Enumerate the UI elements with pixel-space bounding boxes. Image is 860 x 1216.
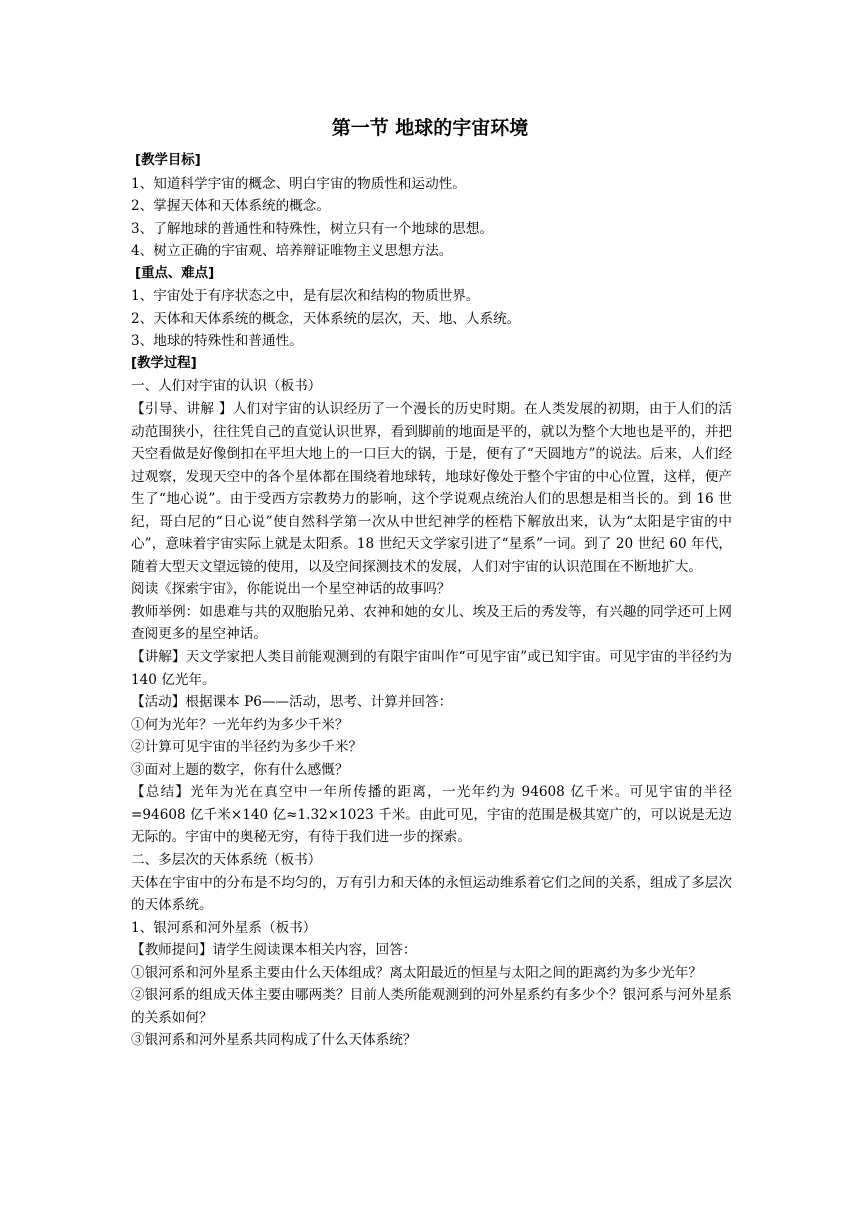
paragraph: 阅读《探索宇宙》，你能说出一个星空神话的故事吗？ — [131, 581, 451, 598]
paragraph: 【讲解】天文学家把人类目前能观测到的有限宇宙叫作“可见宇宙”或已知宇宙。可见宇宙的半径约为 140 亿光年。 — [131, 649, 732, 688]
paragraph: 1、银河系和河外星系（板书） — [131, 919, 317, 936]
document-body — [131, 150, 732, 1052]
paragraph: 3、地球的特殊性和普通性。 — [131, 333, 303, 350]
paragraph: 4、树立正确的宇宙观、培养辩证唯物主义思想方法。 — [131, 243, 453, 260]
paragraph: 二、多层次的天体系统（板书） — [131, 851, 322, 868]
paragraph: 【引导、讲解 】人们对宇宙的认识经历了一个漫长的历史时期。在人类发展的初期，由于人们的活动范围狭小，往往凭自己的直觉认识世界，看到脚前的地面是平的，就以为整个大地也是平的，并把天空看做是好像倒扣在平坦大地上的一口巨大的锅，于是，便有了“天圆地方”的说法。后来，人们经过观察，发现天空中的各个星体都在围绕着地球转，地球好像处于整个宇宙的中心位置，这样，便产生了“地心说”。由于受西方宗教势力的影响，这个学说观点统治人们的思想是相当长的。到 16 世纪，哥白尼的“日心说”使自然科学第一次从中世纪神学的桎梏下解放出来，认为“太阳是宇宙的中心”，意味着宇宙实际上就是太阳系。18 世纪天文学家引进了“星系”一词。到了 20 世纪 60 年代，随着大型天文望远镜的使用，以及空间探测技术的发展，人们对宇宙的认识范围在不断地扩大。 — [131, 401, 732, 575]
section-heading: [重点、难点] — [135, 265, 215, 281]
paragraph: ①银河系和河外星系主要由什么天体组成？离太阳最近的恒星与太阳之间的距离约为多少光年？ — [131, 964, 702, 981]
section-heading: [教学过程] — [131, 355, 197, 371]
paragraph: 1、知道科学宇宙的概念、明白宇宙的物质性和运动性。 — [131, 175, 466, 192]
paragraph: 教师举例：如患难与共的双胞胎兄弟、农神和她的女儿、埃及王后的秀发等，有兴趣的同学还可上网查阅更多的星空神话。 — [131, 603, 732, 643]
paragraph: ②银河系的组成天体主要由哪两类？目前人类所能观测到的河外星系约有多少个？银河系与河外星系的关系如何？ — [131, 987, 732, 1026]
paragraph: ③面对上题的数字，你有什么感慨？ — [131, 761, 349, 778]
paragraph: 【活动】根据课本 P6——活动，思考、计算并回答： — [131, 694, 453, 711]
paragraph: 【总结】光年为光在真空中一年所传播的距离，一光年约为 94608 亿千米。可见宇宙的半径=94608 亿千米×140 亿≈1.32×1023 千米。由此可见，宇宙的范围是极其宽广的，可以说是无边无际的。宇宙中的奥秘无穷，有待于我们进一步的探索。 — [131, 784, 732, 846]
paragraph: ①何为光年？一光年约为多少千米？ — [131, 716, 349, 733]
paragraph: 一、人们对宇宙的认识（板书） — [131, 378, 322, 395]
paragraph: 3、了解地球的普通性和特殊性，树立只有一个地球的思想。 — [131, 220, 494, 237]
page-title: 第一节 地球的宇宙环境 — [331, 117, 529, 139]
section-heading: [教学目标] — [135, 153, 201, 168]
paragraph: ③银河系和河外星系共同构成了什么天体系统？ — [131, 1032, 417, 1049]
paragraph: 天体在宇宙中的分布是不均匀的，万有引力和天体的永恒运动维系着它们之间的关系，组成了多层次的天体系统。 — [131, 874, 732, 914]
paragraph: 【教师提问】请学生阅读课本相关内容，回答： — [131, 942, 417, 959]
paragraph: 2、天体和天体系统的概念，天体系统的层次，天、地、人系统。 — [131, 310, 521, 327]
paragraph: 1、宇宙处于有序状态之中，是有层次和结构的物质世界。 — [131, 288, 480, 305]
paragraph: ②计算可见宇宙的半径约为多少千米？ — [131, 739, 363, 756]
paragraph: 2、掌握天体和天体系统的概念。 — [131, 198, 330, 215]
